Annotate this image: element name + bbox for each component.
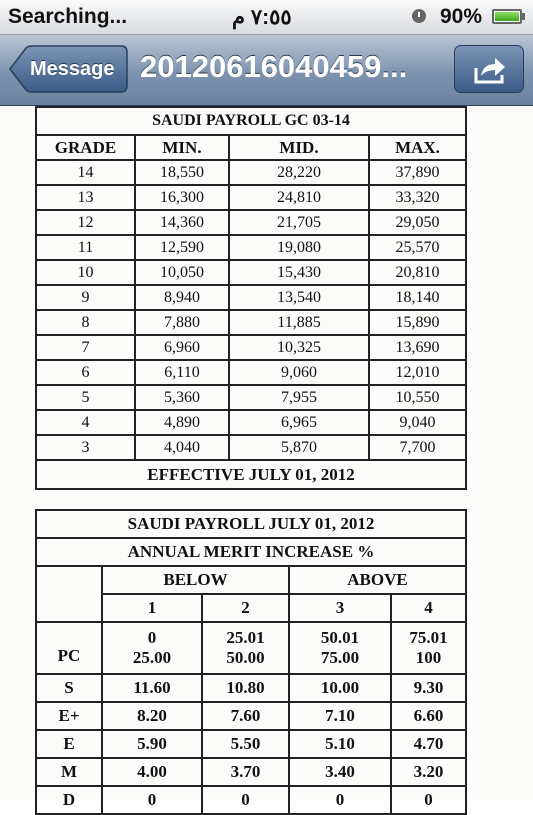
- alarm-clock-icon: [412, 9, 426, 23]
- table-cell: 8,940: [135, 285, 229, 310]
- quartile-header: 3: [289, 594, 391, 622]
- rating-label: E+: [36, 702, 102, 730]
- col-header: MAX.: [369, 135, 466, 160]
- navigation-bar: [0, 35, 533, 106]
- table-cell: 9,040: [369, 410, 466, 435]
- table-row: [36, 335, 466, 360]
- table-cell: 0: [202, 786, 289, 814]
- table-cell: 11: [36, 235, 135, 260]
- table1-body: [36, 160, 466, 460]
- status-bar: [0, 0, 533, 35]
- pc-label: PC: [36, 622, 102, 674]
- table-row: [36, 210, 466, 235]
- table-cell: 25,570: [369, 235, 466, 260]
- above-header: ABOVE: [289, 566, 466, 594]
- table-cell: 0: [102, 786, 202, 814]
- table-cell: 3: [36, 435, 135, 460]
- table-cell: 8: [36, 310, 135, 335]
- carrier-status: Searching...: [8, 5, 128, 28]
- table-row: [36, 674, 466, 702]
- table-cell: 11.60: [102, 674, 202, 702]
- table-cell: 7: [36, 335, 135, 360]
- table-row: [36, 185, 466, 210]
- table-cell: 8.20: [102, 702, 202, 730]
- status-time: ٧:٥٥ م: [232, 6, 292, 29]
- table-cell: 7.60: [202, 702, 289, 730]
- table-cell: 4: [36, 410, 135, 435]
- table-cell: 0: [289, 786, 391, 814]
- back-button-label: Message: [30, 58, 115, 80]
- col-header: GRADE: [36, 135, 135, 160]
- document-view[interactable]: [0, 106, 533, 809]
- table-cell: 3.40: [289, 758, 391, 786]
- battery-percent: 90%: [440, 5, 483, 28]
- table-cell: 9,060: [229, 360, 369, 385]
- table2-subtitle: ANNUAL MERIT INCREASE %: [36, 538, 466, 566]
- table-cell: 6: [36, 360, 135, 385]
- share-arrow-icon: [473, 55, 507, 85]
- table-row: [36, 410, 466, 435]
- table-cell: 18,550: [135, 160, 229, 185]
- below-header: BELOW: [102, 566, 289, 594]
- table-cell: 12,010: [369, 360, 466, 385]
- rating-label: E: [36, 730, 102, 758]
- table-row: [36, 285, 466, 310]
- table-cell: 13,690: [369, 335, 466, 360]
- quartile-header: 1: [102, 594, 202, 622]
- table-cell: 7,880: [135, 310, 229, 335]
- table-cell: 4.00: [102, 758, 202, 786]
- table-row: [36, 786, 466, 814]
- table-row: [36, 235, 466, 260]
- table2-body: [36, 674, 466, 814]
- pc-range-cell: 50.01 75.00: [289, 622, 391, 674]
- table-cell: 6,960: [135, 335, 229, 360]
- table-cell: 10,325: [229, 335, 369, 360]
- table-cell: 14: [36, 160, 135, 185]
- table-cell: 14,360: [135, 210, 229, 235]
- table-cell: 9: [36, 285, 135, 310]
- table-cell: 21,705: [229, 210, 369, 235]
- quartile-header: 4: [391, 594, 466, 622]
- table-cell: 29,050: [369, 210, 466, 235]
- table-cell: 10,550: [369, 385, 466, 410]
- table-cell: 4.70: [391, 730, 466, 758]
- table-cell: 16,300: [135, 185, 229, 210]
- table-cell: 28,220: [229, 160, 369, 185]
- table-cell: 15,890: [369, 310, 466, 335]
- table-row: [36, 360, 466, 385]
- table-cell: 11,885: [229, 310, 369, 335]
- table-cell: 7,700: [369, 435, 466, 460]
- table-cell: 20,810: [369, 260, 466, 285]
- table-cell: 13: [36, 185, 135, 210]
- table-cell: 10.80: [202, 674, 289, 702]
- table-cell: 6.60: [391, 702, 466, 730]
- table-row: [36, 758, 466, 786]
- rating-label: D: [36, 786, 102, 814]
- table-row: [36, 160, 466, 185]
- table-cell: 5.90: [102, 730, 202, 758]
- table-cell: 4,040: [135, 435, 229, 460]
- table-cell: 5,870: [229, 435, 369, 460]
- table-cell: 33,320: [369, 185, 466, 210]
- pc-range-cell: 25.01 50.00: [202, 622, 289, 674]
- table-row: [36, 730, 466, 758]
- table-cell: 9.30: [391, 674, 466, 702]
- back-button[interactable]: [8, 45, 128, 93]
- table-row: [36, 435, 466, 460]
- page-title: 20120616040459...: [140, 49, 408, 84]
- table-row: [36, 702, 466, 730]
- table-cell: 7,955: [229, 385, 369, 410]
- table-cell: 10.00: [289, 674, 391, 702]
- payroll-grade-table: [35, 106, 467, 490]
- table-cell: 6,965: [229, 410, 369, 435]
- table-cell: 24,810: [229, 185, 369, 210]
- table-cell: 10: [36, 260, 135, 285]
- table-cell: 15,430: [229, 260, 369, 285]
- table-cell: 10,050: [135, 260, 229, 285]
- table1-footer: EFFECTIVE JULY 01, 2012: [36, 460, 466, 489]
- table-cell: 3.70: [202, 758, 289, 786]
- table-cell: 5.50: [202, 730, 289, 758]
- empty-cell: [36, 566, 102, 622]
- table-cell: 12,590: [135, 235, 229, 260]
- table-cell: 5.10: [289, 730, 391, 758]
- table-cell: 7.10: [289, 702, 391, 730]
- table1-title: SAUDI PAYROLL GC 03-14: [36, 107, 466, 135]
- col-header: MID.: [229, 135, 369, 160]
- quartile-header: 2: [202, 594, 289, 622]
- table-cell: 13,540: [229, 285, 369, 310]
- col-header: MIN.: [135, 135, 229, 160]
- table-cell: 5,360: [135, 385, 229, 410]
- merit-increase-table: [35, 509, 467, 815]
- rating-label: M: [36, 758, 102, 786]
- table-cell: 6,110: [135, 360, 229, 385]
- table-cell: 4,890: [135, 410, 229, 435]
- table-row: [36, 385, 466, 410]
- table-row: [36, 260, 466, 285]
- table-cell: 37,890: [369, 160, 466, 185]
- table-cell: 19,080: [229, 235, 369, 260]
- table-cell: 12: [36, 210, 135, 235]
- table2-title: SAUDI PAYROLL JULY 01, 2012: [36, 510, 466, 538]
- table-row: [36, 310, 466, 335]
- pc-range-cell: 0 25.00: [102, 622, 202, 674]
- table-cell: 3.20: [391, 758, 466, 786]
- pc-range-cell: 75.01 100: [391, 622, 466, 674]
- share-button[interactable]: [454, 45, 524, 93]
- battery-icon: [492, 9, 522, 24]
- rating-label: S: [36, 674, 102, 702]
- table-cell: 0: [391, 786, 466, 814]
- table-cell: 18,140: [369, 285, 466, 310]
- table-cell: 5: [36, 385, 135, 410]
